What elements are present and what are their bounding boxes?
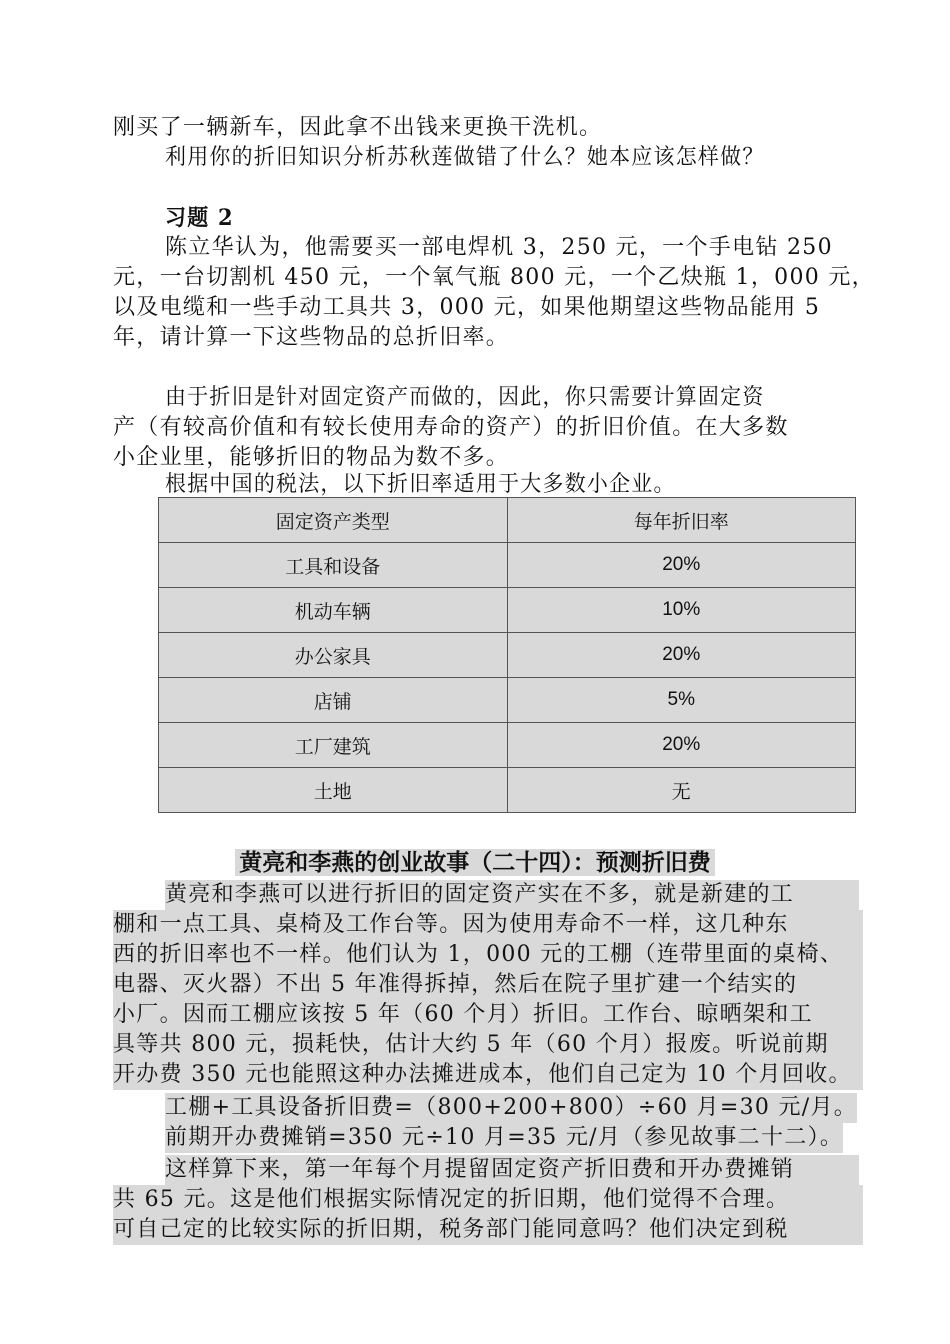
intro-line-2: 利用你的折旧知识分析苏秋莲做错了什么？她本应该怎样做？ [165, 145, 765, 170]
depreciation-rate-table [158, 497, 856, 813]
story-formula-2: 前期开办费摊销=350 元÷10 月=35 元/月（参见故事二十二）。 [165, 1123, 843, 1153]
explanation-line-2: 产（有较高价值和有较长使用寿命的资产）的折旧价值。在大多数 [113, 415, 789, 440]
story-line-1: 黄亮和李燕可以进行折旧的固定资产实在不多，就是新建的工 [165, 880, 859, 910]
table-cell-rate: 20% [507, 723, 856, 768]
story-line-4: 电器、灭火器）不出 5 年准得拆掉，然后在院子里扩建一个结实的 [113, 970, 863, 1000]
table-cell-asset: 店铺 [159, 678, 508, 723]
table-header-row [159, 498, 856, 543]
story-title [0, 848, 950, 878]
story-line-12: 可自己定的比较实际的折旧期，税务部门能同意吗？他们决定到税 [113, 1215, 863, 1245]
table-header-asset-type: 固定资产类型 [159, 498, 508, 543]
explanation-line-3: 小企业里，能够折旧的物品为数不多。 [113, 445, 510, 470]
explanation-line-1: 由于折旧是针对固定资产而做的，因此，你只需要计算固定资 [165, 385, 765, 410]
exercise-line-4: 年，请计算一下这些物品的总折旧率。 [113, 325, 510, 350]
exercise-title: 习题 2 [165, 205, 234, 231]
table-cell-rate: 无 [507, 768, 856, 813]
exercise-line-1: 陈立华认为，他需要买一部电焊机 3，250 元，一个手电钻 250 [165, 235, 833, 260]
table-row [159, 633, 856, 678]
table-header-annual-rate: 每年折旧率 [507, 498, 856, 543]
table-cell-asset: 工厂建筑 [159, 723, 508, 768]
table-row [159, 768, 856, 813]
story-line-7: 开办费 350 元也能照这种办法摊进成本，他们自己定为 10 个月回收。 [113, 1060, 863, 1090]
story-line-11: 共 65 元。这是他们根据实际情况定的折旧期，他们觉得不合理。 [113, 1185, 863, 1215]
story-line-10: 这样算下来，第一年每个月提留固定资产折旧费和开办费摊销 [165, 1155, 859, 1185]
story-line-6: 具等共 800 元，损耗快，估计大约 5 年（60 个月）报废。听说前期 [113, 1030, 863, 1060]
table-cell-asset: 工具和设备 [159, 543, 508, 588]
table-cell-asset: 办公家具 [159, 633, 508, 678]
table-cell-asset: 土地 [159, 768, 508, 813]
story-title-text: 黄亮和李燕的创业故事（二十四）：预测折旧费 [235, 849, 715, 876]
table-cell-rate: 5% [507, 678, 856, 723]
table-cell-rate: 10% [507, 588, 856, 633]
intro-line-1: 刚买了一辆新车，因此拿不出钱来更换干洗机。 [113, 115, 603, 140]
exercise-line-3: 以及电缆和一些手动工具共 3，000 元，如果他期望这些物品能用 5 [113, 295, 821, 320]
table-cell-rate: 20% [507, 543, 856, 588]
explanation-line-4: 根据中国的税法，以下折旧率适用于大多数小企业。 [165, 472, 676, 497]
table-cell-rate: 20% [507, 633, 856, 678]
table-row [159, 678, 856, 723]
table-cell-asset: 机动车辆 [159, 588, 508, 633]
story-formula-1: 工棚+工具设备折旧费=（800+200+800）÷60 月=30 元/月。 [165, 1093, 857, 1123]
story-line-3: 西的折旧率也不一样。他们认为 1，000 元的工棚（连带里面的桌椅、 [113, 940, 863, 970]
table-row [159, 543, 856, 588]
table-row [159, 723, 856, 768]
story-line-2: 棚和一点工具、桌椅及工作台等。因为使用寿命不一样，这几种东 [113, 910, 863, 940]
exercise-line-2: 元，一台切割机 450 元，一个氧气瓶 800 元，一个乙炔瓶 1，000 元， [113, 265, 875, 290]
story-line-5: 小厂。因而工棚应该按 5 年（60 个月）折旧。工作台、晾晒架和工 [113, 1000, 863, 1030]
table-row [159, 588, 856, 633]
